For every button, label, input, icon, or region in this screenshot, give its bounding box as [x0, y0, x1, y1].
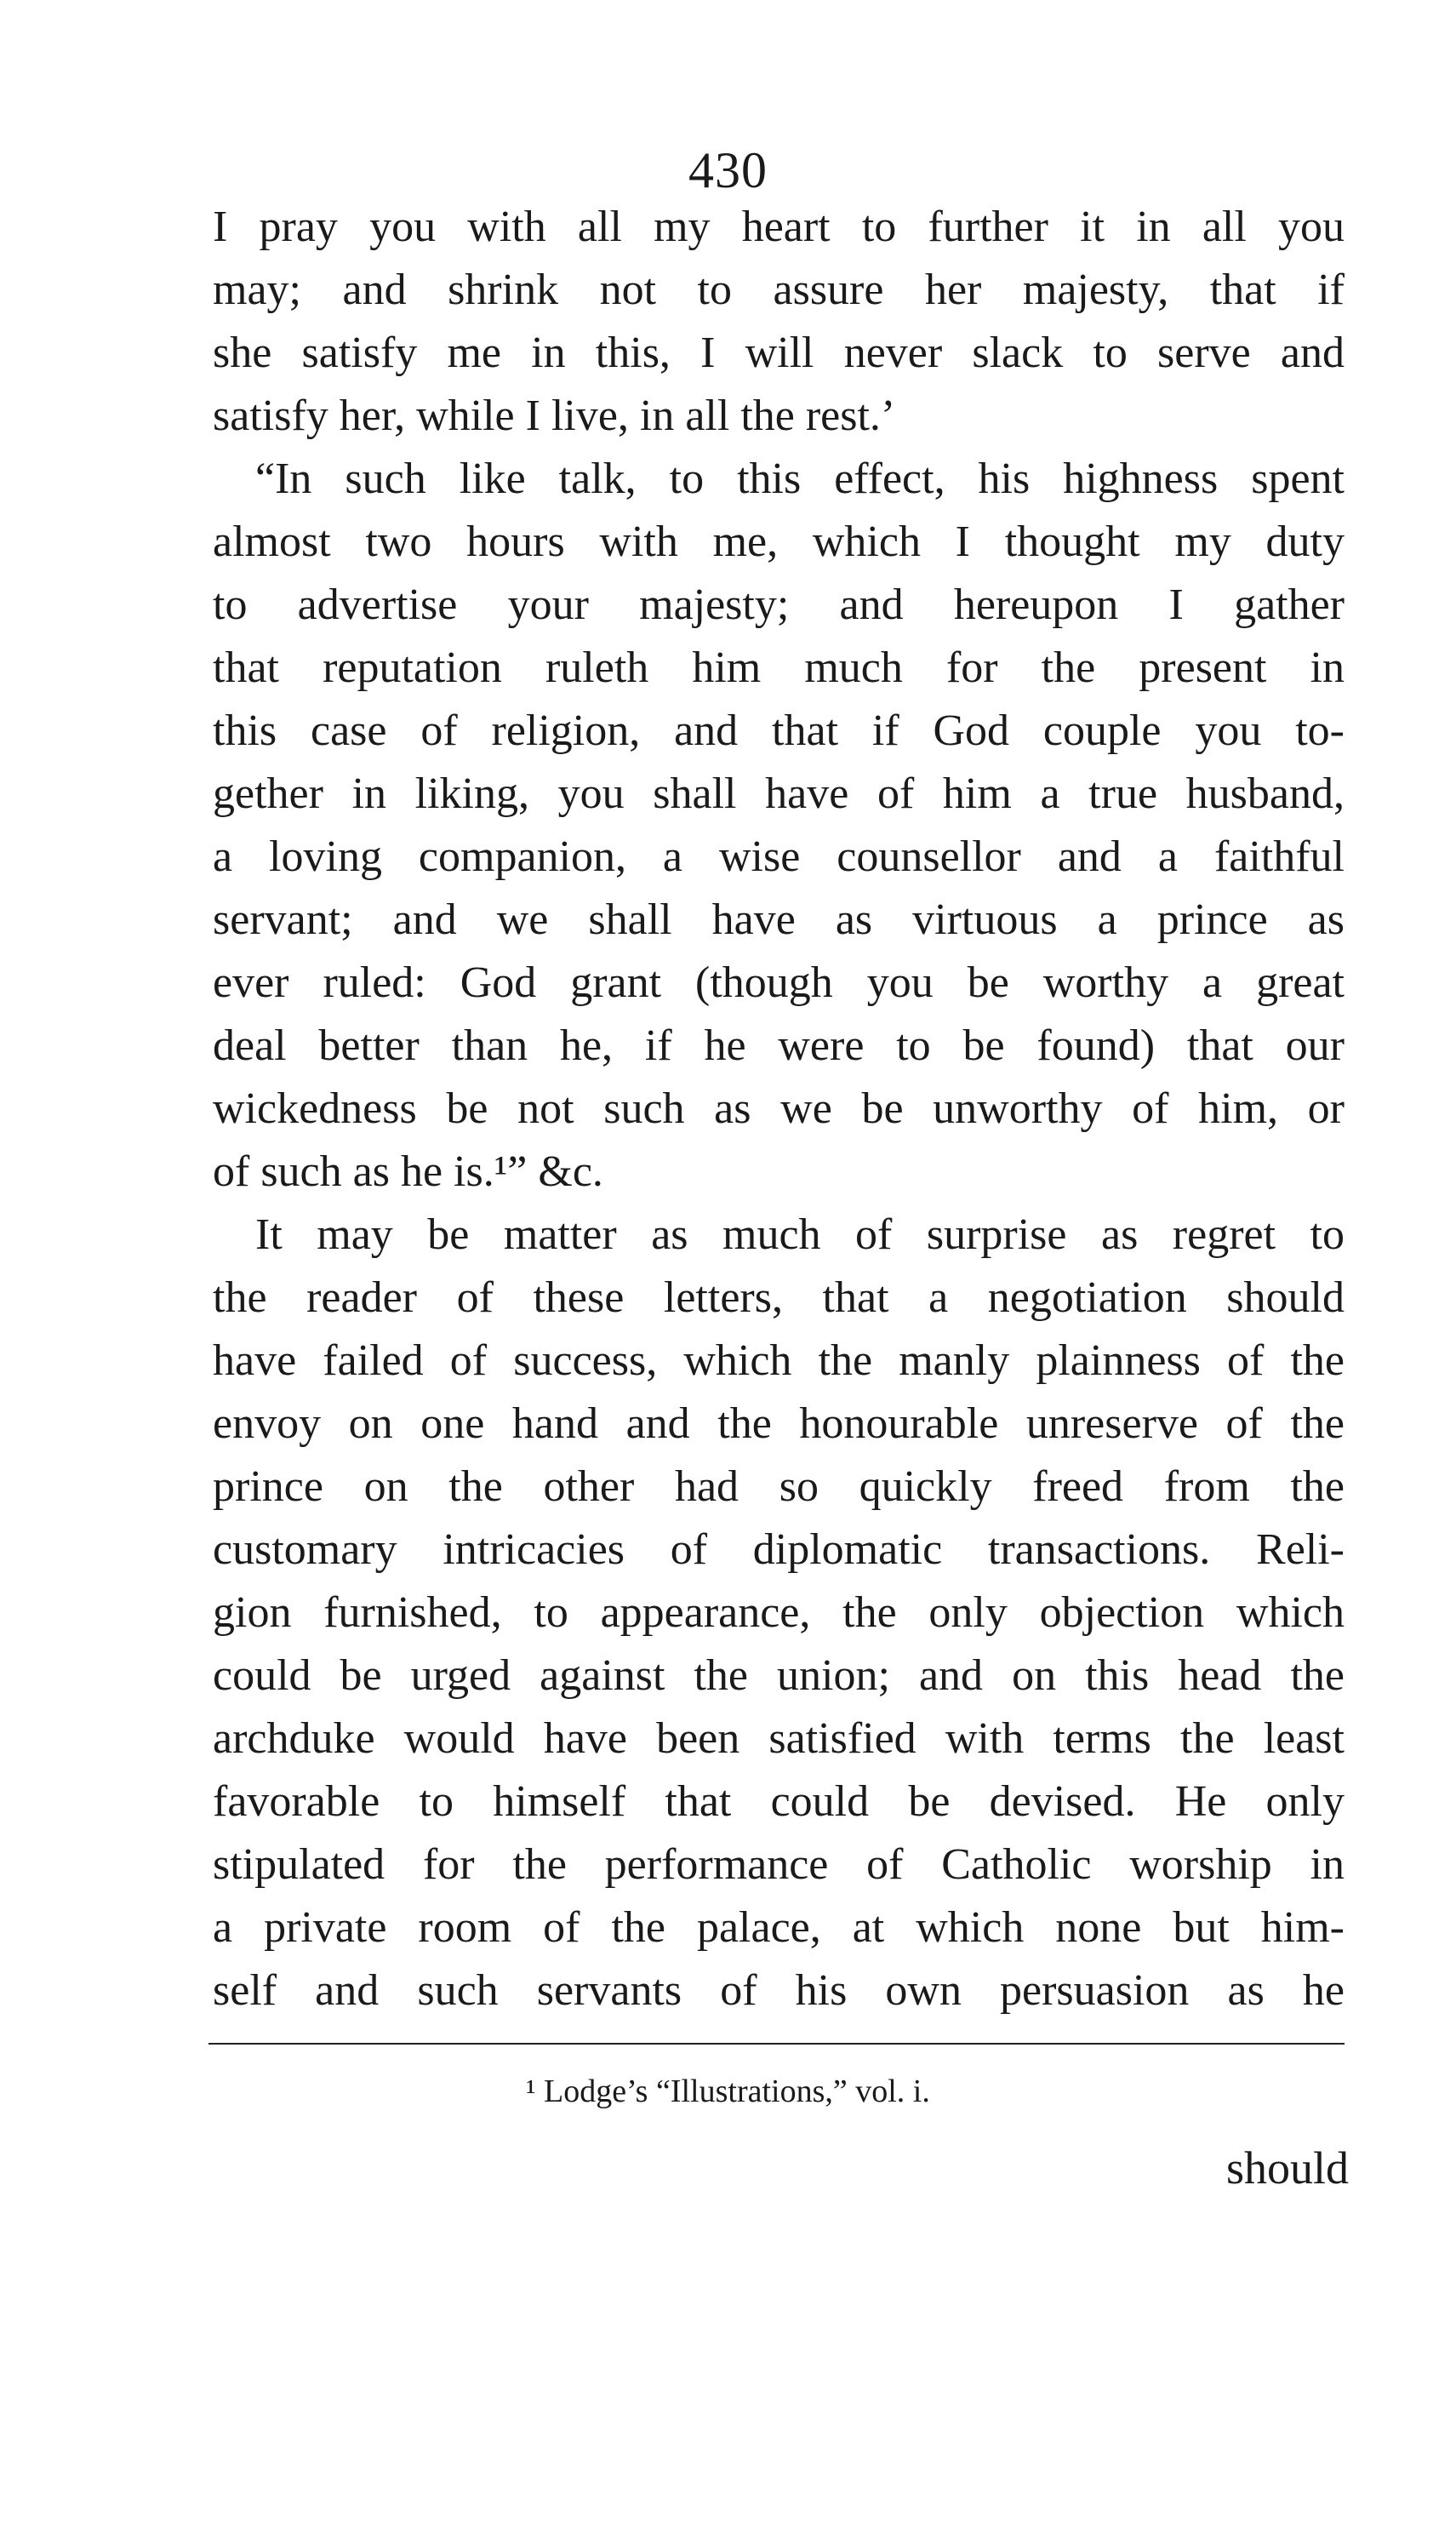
text-line: have failed of success, which the manly plainness of the [213, 1336, 1345, 1385]
text-line: the reader of these letters, that a negotiation should [213, 1273, 1345, 1322]
text-line: servant; and we shall have as virtuous a prince as [213, 895, 1345, 944]
text-line: favorable to himself that could be devised. He only [213, 1777, 1345, 1826]
text-line: could be urged against the union; and on this head the [213, 1651, 1345, 1700]
text-line: archduke would have been satisfied with terms the least [213, 1714, 1345, 1763]
text-line: customary intricacies of diplomatic transactions. Reli- [213, 1525, 1345, 1574]
catchword: should [1225, 2142, 1349, 2194]
text-line: a loving companion, a wise counsellor and a faithful [213, 832, 1345, 881]
text-line: stipulated for the performance of Catholic worship in [213, 1840, 1345, 1889]
text-line: “In such like talk, to this effect, his highness spent [255, 455, 1345, 503]
text-line: gether in liking, you shall have of him a true husband, [213, 769, 1345, 818]
text-line: almost two hours with me, which I thought my duty [213, 518, 1345, 566]
text-line: this case of religion, and that if God couple you to- [213, 706, 1345, 755]
text-line: ever ruled: God grant (though you be worthy a great [213, 958, 1345, 1007]
text-line: satisfy her, while I live, in all the rest.’ [213, 392, 896, 440]
text-line: deal better than he, if he were to be found) that our [213, 1021, 1345, 1070]
text-line: may; and shrink not to assure her majesty, that if [213, 266, 1345, 314]
text-line: prince on the other had so quickly freed from the [213, 1462, 1345, 1511]
footnote: ¹ Lodge’s “Illustrations,” vol. i. [526, 2074, 930, 2109]
text-line: self and such servants of his own persuasion as he [213, 1966, 1345, 2015]
text-line: wickedness be not such as we be unworthy of him, or [213, 1084, 1345, 1133]
text-line: to advertise your majesty; and hereupon I gather [213, 581, 1345, 629]
text-line: that reputation ruleth him much for the present in [213, 644, 1345, 692]
text-line: envoy on one hand and the honourable unreserve of the [213, 1399, 1345, 1448]
text-line: a private room of the palace, at which none but him- [213, 1903, 1345, 1952]
text-line: gion furnished, to appearance, the only objection which [213, 1588, 1345, 1637]
text-line: she satisfy me in this, I will never slack to serve and [213, 329, 1345, 377]
footnote-rule [208, 2043, 1345, 2045]
text-line: It may be matter as much of surprise as regret to [255, 1210, 1345, 1259]
text-line: of such as he is.¹” &c. [213, 1147, 603, 1196]
page-number: 430 [688, 142, 768, 198]
text-line: I pray you with all my heart to further it in all you [213, 203, 1345, 251]
